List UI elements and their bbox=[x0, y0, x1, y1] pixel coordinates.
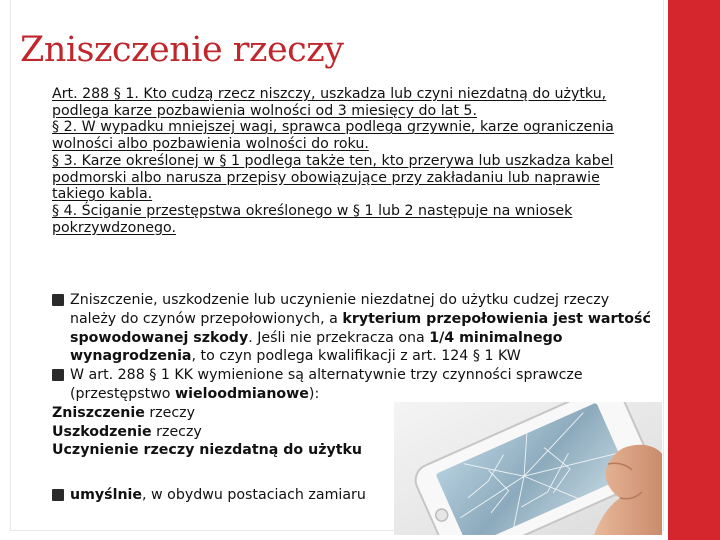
text-run-bold: 1/4 minimalnego wynagrodzenia bbox=[70, 329, 563, 365]
act-rest: rzeczy bbox=[144, 404, 196, 421]
legal-paragraph: § 2. W wypadku mniejszej wagi, sprawca podlega grzywnie, karze ograniczenia wolności albo pozbawienia wolności do roku. bbox=[52, 119, 614, 153]
act-rest: rzeczy bbox=[151, 423, 202, 440]
q-bullet-icon bbox=[52, 489, 64, 501]
text-run: W art. 288 § 1 KK wymienione są alternatywnie trzy czynności sprawcze (przestępstwo bbox=[70, 367, 583, 402]
broken-phone-illustration bbox=[394, 402, 662, 535]
legal-text-block bbox=[52, 86, 648, 236]
act-bold: Zniszczenie bbox=[52, 404, 145, 421]
legal-paragraph: § 4. Ściganie przestępstwa określonego w § 1 lub 2 następuje na wniosek pokrzywdzonego. bbox=[52, 202, 573, 236]
act-bold: Uczynienie rzeczy niezdatną do użytku bbox=[52, 442, 363, 459]
legal-paragraph: Art. 288 § 1. Kto cudzą rzecz niszczy, uszkadza lub czyni niezdatną do użytku, podlega karze pozbawienia wolności od 3 miesięcy do lat 5. bbox=[52, 86, 607, 119]
text-run: ): bbox=[308, 385, 320, 402]
text-run: Zniszczenie, uszkodzenie lub uczynienie niezdatnej do użytku cudzej rzeczy należy do czynów przepołowionych, a bbox=[70, 292, 610, 327]
red-accent-band bbox=[668, 0, 720, 540]
bullet-item-acts bbox=[52, 366, 652, 404]
slide-title: Zniszczenie rzeczy bbox=[20, 30, 344, 70]
text-run: , w obydwu postaciach zamiaru bbox=[142, 487, 366, 504]
broken-phone-photo bbox=[394, 402, 662, 535]
text-run: . Jeśli nie przekracza ona bbox=[248, 329, 430, 346]
bullet-item-valuation bbox=[52, 291, 652, 366]
text-run-bold: wieloodmianowe bbox=[175, 385, 309, 402]
text-run-bold: kryterium przepołowienia jest wartość spowodowanej szkody bbox=[70, 310, 651, 346]
text-run-bold: umyślnie bbox=[70, 487, 143, 504]
legal-paragraph: § 3. Karze określonej w § 1 podlega także ten, kto przerywa lub uszkadza kabel podmorski albo narusza przepisy obowiązujące przy zakładaniu lub naprawie takiego kabla. bbox=[52, 152, 614, 203]
text-run: , to czyn podlega kwalifikacji z art. 124 § 1 KW bbox=[191, 348, 521, 365]
q-bullet-icon bbox=[52, 369, 64, 381]
act-bold: Uszkodzenie bbox=[52, 423, 152, 440]
q-bullet-icon bbox=[52, 294, 64, 306]
